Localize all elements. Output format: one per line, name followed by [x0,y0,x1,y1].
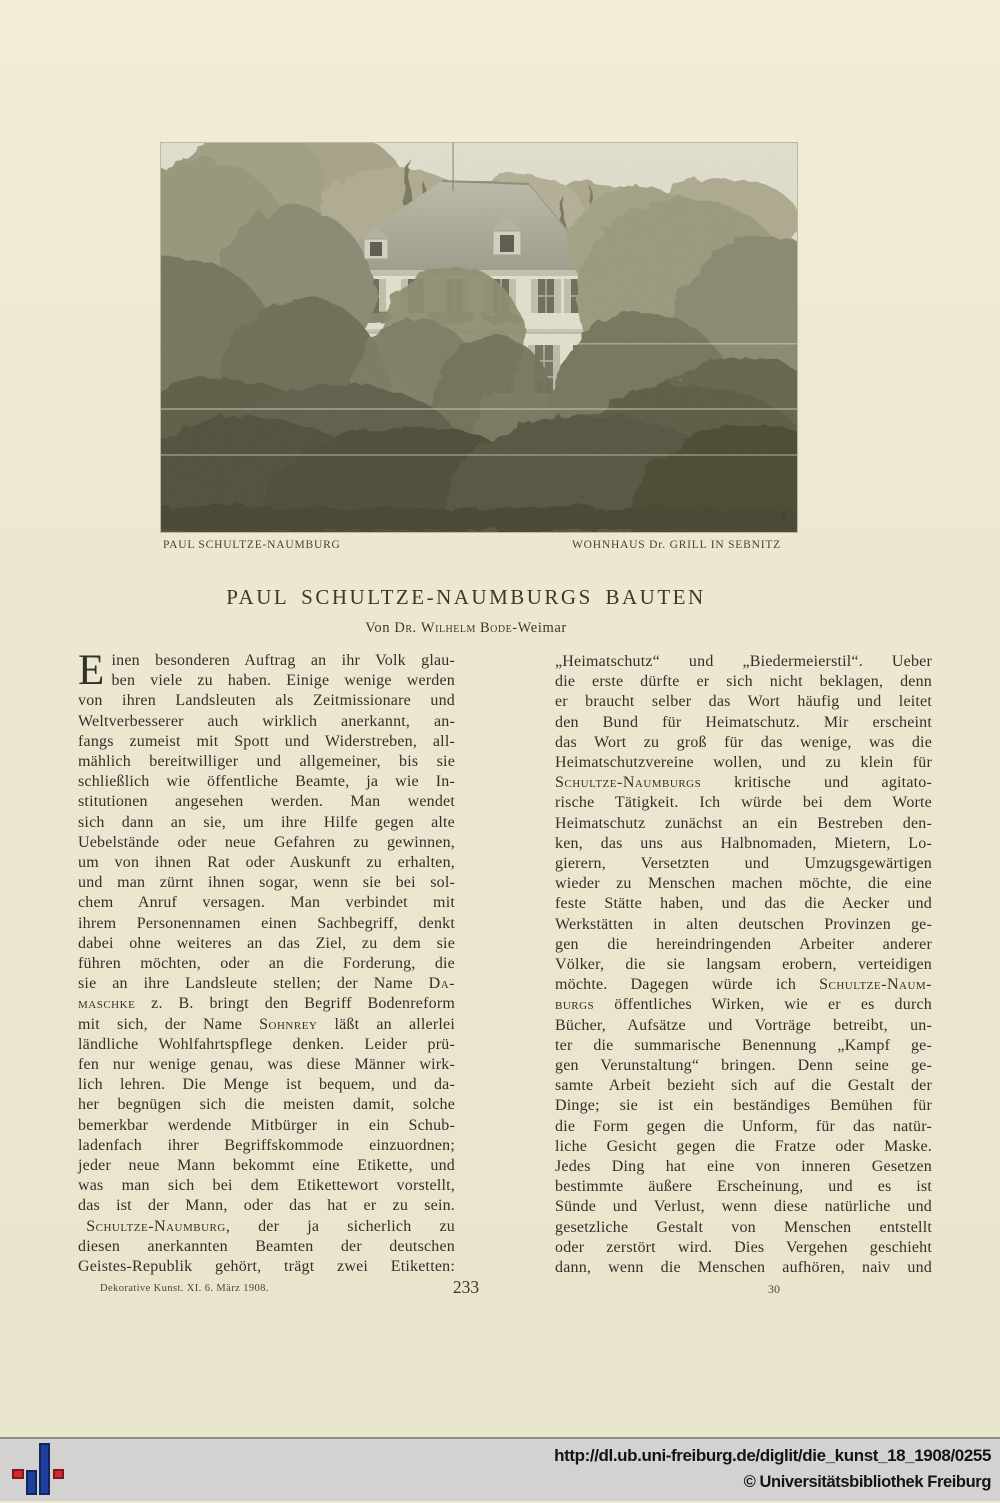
text-line: Schultze-Naumburgs kritische und agitato- [555,774,932,792]
text-line: burgs öffentliches Wirken, wie er es durch [555,996,932,1014]
text-line: feste Stätte haben, und das die Aecker und [555,895,932,913]
text-line: ken, das uns aus Halbnomaden, Mietern, Lo- [555,834,932,852]
text-line: und man zürnt ihnen sogar, wenn sie bei sol- [78,874,455,892]
text-line: ländliche Wohlfahrtspflege denken. Leider prü- [78,1035,455,1053]
statusbar-text [554,1443,991,1495]
text-line: möchte. Dagegen würde ich Schultze-Naum- [555,976,932,994]
text-line: her begnügen sich die meisten damit, solche [78,1096,455,1114]
text-line: das Wort zu groß für das wenige, was die [555,733,932,751]
text-line: den Bund für Heimatschutz. Mir erscheint [555,713,932,731]
footer-page-number: 233 [452,1277,480,1297]
text-line: stitutionen angesehen werden. Man wendet [78,793,455,811]
house-photo-illustration [161,143,797,532]
text-line: Bücher, Aufsätze und Vorträge betreibt, un- [555,1016,932,1034]
text-line: von ihren Landsleuten als Zeitmissionare und [78,692,455,710]
logo-blue-bar-short [26,1470,37,1495]
text-line: gen die hereindringenden Arbeiter anderer [555,935,932,953]
text-line: „Heimatschutz“ und „Biedermeierstil“. Ueber [555,653,932,670]
article-byline: Von Dr. Wilhelm Bode-Weimar [365,620,567,636]
text-line: wieder zu Menschen machen möchte, die eine [555,875,932,893]
statusbar-copyright: © Universitätsbibliothek Freiburg [743,1473,991,1491]
text-line: maschke z. B. bringt den Begriff Bodenreform [78,995,455,1013]
text-line: gierern, Versetzten und Umzugsgewärtigen [555,855,932,873]
text-line: fen nur wenige genau, was diese Männer wirk- [78,1056,455,1074]
ub-freiburg-logo [0,1439,80,1503]
text-line: fangs zumeist mit Spott und Widerstreben, all- [78,732,455,750]
footer-journal-ref: Dekorative Kunst. XI. 6. März 1908. [100,1283,269,1294]
text-line: das ist der Mann, oder das hat er zu sein. [78,1197,455,1215]
text-line: dann, wenn die Menschen aufhören, naiv und [555,1259,932,1277]
text-line: Geistes-Republik gehört, trägt zwei Etiketten: [78,1258,455,1276]
statusbar-url: http://dl.ub.uni-freiburg.de/diglit/die_kunst_18_1908/0255 [554,1446,991,1465]
photographer-monogram: B [780,511,787,522]
text-line: schließlich wie öffentliche Beamte, ja wie In- [78,773,455,791]
text-line: ter die summarische Benennung „Kampf ge- [555,1036,932,1054]
text-line: rische Tätigkeit. Ich würde bei dem Worte [555,794,932,812]
text-line: sie an ihre Landsleute stellen; der Name Da- [78,975,455,993]
text-line: mit sich, der Name Sohnrey läßt an allerlei [78,1015,455,1033]
text-column-left [78,647,455,1277]
text-line: ladenfach ihrer Begriffskommode einzuordnen; [78,1136,455,1154]
viewer-status-bar [0,1437,1000,1501]
text-line: gen Verunstaltung“ bringen. Denn seine ge- [555,1057,932,1075]
text-line: bestimmte äußere Erscheinung, und es ist [555,1178,932,1196]
text-line: Schultze-Naumburg, der ja sicherlich zu [86,1217,455,1235]
text-line: samte Arbeit bezieht sich auf die Gestalt der [555,1077,932,1095]
text-line: Heimatschutzvereine wollen, und zu klein für [555,754,932,772]
text-line: Völker, die sie langsam erobern, verteidigen [555,956,932,974]
drop-cap: E [78,647,105,694]
text-line: gesetzliche Gestalt von Menschen entstellt [555,1218,932,1236]
text-line: liche Gesicht gegen die Fratze oder Maske. [555,1137,932,1155]
text-line: Werkstätten in alten deutschen Provinzen ge- [555,915,932,933]
photo-caption-right: WOHNHAUS Dr. GRILL IN SEBNITZ [572,539,781,551]
text-line: bemerkbar werdende Mitbürger in ein Schub- [78,1116,455,1134]
text-line: führen möchten, oder an die Forderung, die [78,955,455,973]
logo-blue-bar-tall [39,1443,50,1495]
text-line: Dinge; sie ist ein beständiges Bemühen für [555,1097,932,1115]
footer-sheet-number: 30 [768,1282,780,1296]
text-line: inen besonderen Auftrag an ihr Volk glau- [111,652,455,669]
photo-caption-left: PAUL SCHULTZE-NAUMBURG [163,539,341,551]
text-line: die Form gegen die Unform, für das natür- [555,1117,932,1135]
text-line: ihrem Personennamen einen Sachbegriff, denkt [78,914,455,932]
logo-red-square-left [12,1469,24,1479]
text-line: diesen anerkannten Beamten der deutschen [78,1237,455,1255]
text-line: Jedes Ding hat eine von inneren Gesetzen [555,1158,932,1176]
text-line: Uebelstände oder neue Gefahren zu gewinnen, [78,833,455,851]
text-line: um von ihnen Rat oder Auskunft zu erhalten, [78,854,455,872]
logo-red-square-right [53,1469,64,1479]
text-line: lich lehren. Die Menge ist bequem, und da- [78,1076,455,1094]
text-line: chem Anruf versagen. Man verbindet mit [78,894,455,912]
photo-caption-row [161,539,797,555]
text-line: die erste dürfte er sich nicht beklagen, denn [555,673,932,691]
page-footer [78,1277,854,1299]
text-line: er braucht selber das Wort häufig und leitet [555,693,932,711]
text-line: jeder neue Mann bekommt eine Etikette, und [78,1157,455,1175]
text-line: Sünde und Verlust, wenn diese natürliche und [555,1198,932,1216]
text-line: was man sich bei dem Etikettewort vorstellt, [78,1177,455,1195]
house-photo [161,143,797,532]
text-column-right [555,652,932,1278]
text-line: sich dann an sie, um ihre Hilfe gegen alte [78,813,455,831]
text-line: oder zerstört wird. Dies Vergehen geschieht [555,1238,932,1256]
text-line: mählich bereitwilliger und allgemeiner, bis sie [78,753,455,771]
article-title: PAUL SCHULTZE-NAUMBURGS BAUTEN [226,585,706,609]
text-line: Weltverbesserer auch wirklich anerkannt, an- [78,712,455,730]
text-line: dabei ohne weiteres an das Ziel, zu dem sie [78,934,455,952]
text-line: Heimatschutz zunächst an ein Bestreben den- [555,814,932,832]
text-line: ben viele zu haben. Einige wenige werden [111,672,455,690]
